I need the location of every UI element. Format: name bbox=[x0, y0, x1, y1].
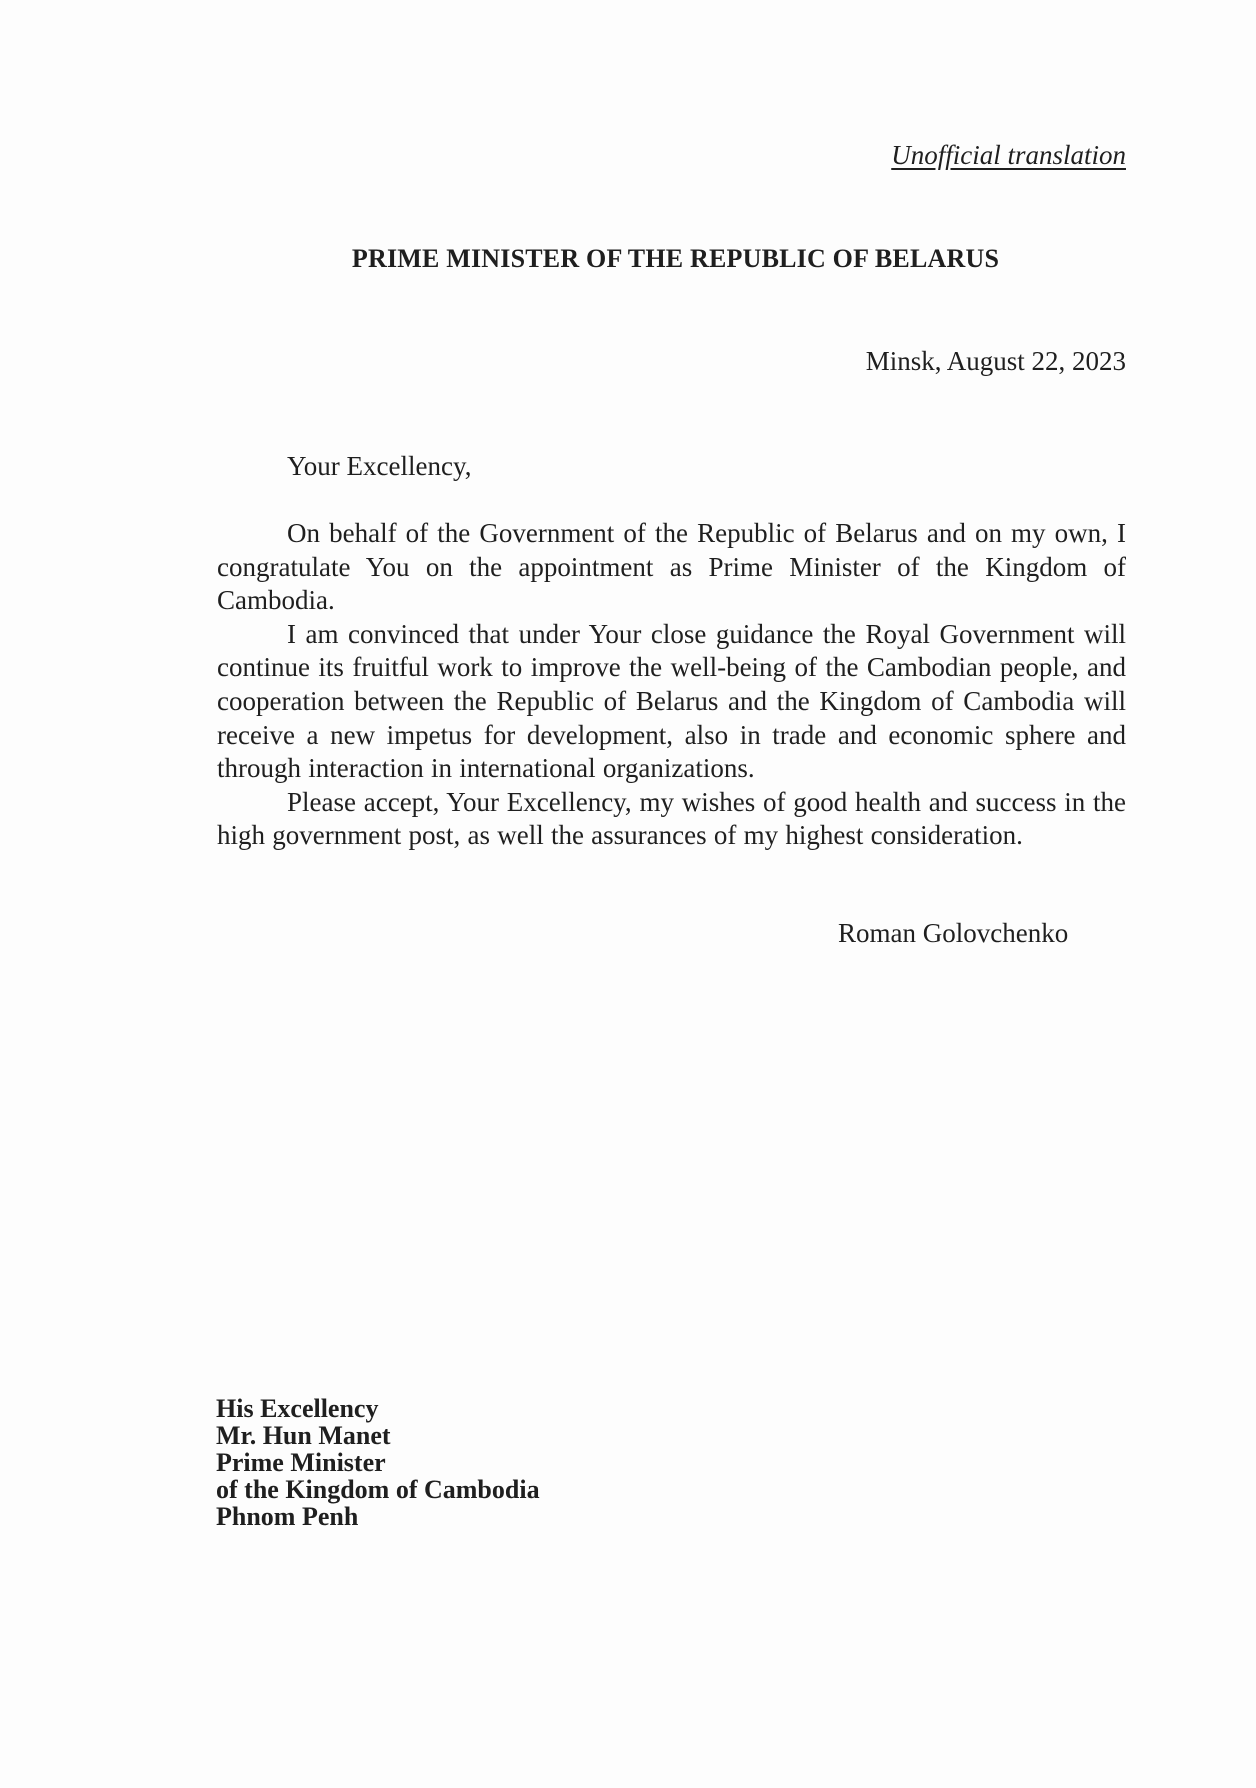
body-paragraph: Please accept, Your Excellency, my wishes of good health and success in the high government post, as well the assurances of my highest consideration. bbox=[217, 786, 1126, 851]
body-paragraph: I am convinced that under Your close guidance the Royal Government will continue its fruitful work to improve the well-being of the Cambodian people, and cooperation between the Republic of Belarus and the Kingdom of Cambodia will receive a new impetus for development, also in trade and economic sphere and through interaction in international organizations. bbox=[217, 618, 1126, 784]
addressee-line: Prime Minister bbox=[216, 1448, 386, 1477]
signatory-name: Roman Golovchenko bbox=[838, 918, 1069, 948]
addressee-line: Mr. Hun Manet bbox=[216, 1421, 391, 1450]
salutation: Your Excellency, bbox=[287, 451, 472, 481]
addressee-line: of the Kingdom of Cambodia bbox=[216, 1475, 540, 1504]
body-paragraph: On behalf of the Government of the Republic of Belarus and on my own, I congratulate You on the appointment as Prime Minister of the Kingdom of Cambodia. bbox=[217, 518, 1126, 616]
addressee-line: His Excellency bbox=[216, 1394, 379, 1423]
heading-text: PRIME MINISTER OF THE REPUBLIC OF BELARUS bbox=[351, 244, 1000, 273]
translation-note: Unofficial translation bbox=[891, 140, 1126, 170]
letter-body bbox=[217, 517, 1126, 853]
place-date: Minsk, August 22, 2023 bbox=[865, 346, 1126, 376]
addressee-line: Phnom Penh bbox=[216, 1502, 359, 1531]
addressee-block bbox=[216, 1395, 540, 1530]
letter-heading bbox=[0, 244, 1256, 274]
